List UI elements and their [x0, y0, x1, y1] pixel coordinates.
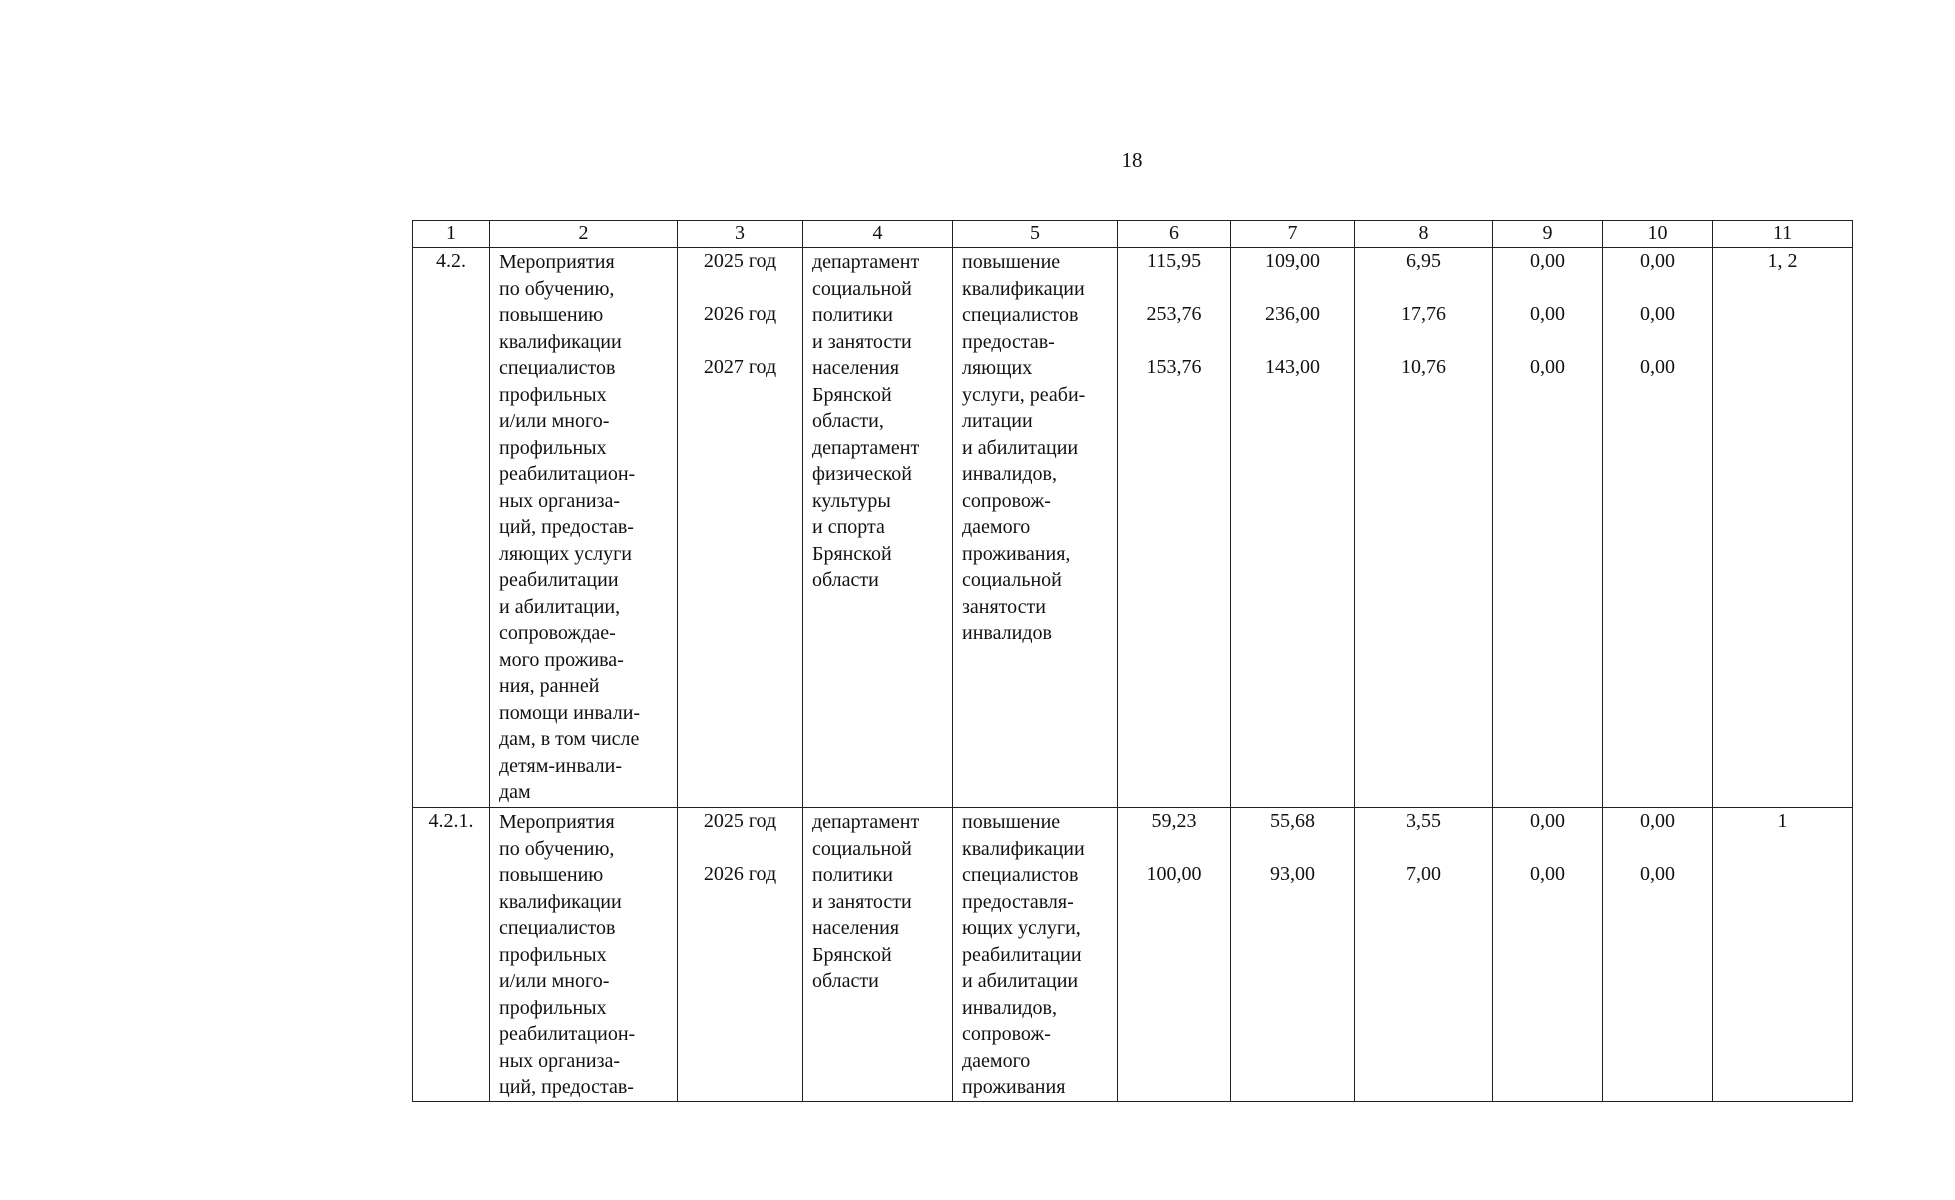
value: 236,00: [1265, 303, 1320, 325]
header-row: [413, 221, 1853, 248]
year: 2026 год: [703, 863, 777, 885]
value: 0,00: [1530, 250, 1565, 272]
column-header: 8: [1355, 221, 1493, 248]
value: 0,00: [1640, 810, 1675, 832]
value: 0,00: [1530, 863, 1565, 885]
item-number: 4.2.: [413, 248, 490, 808]
value: 17,76: [1401, 303, 1446, 325]
value: 7,00: [1406, 863, 1441, 885]
value: 153,76: [1146, 356, 1202, 378]
program-table: [412, 220, 1853, 1102]
value: 0,00: [1640, 250, 1675, 272]
value: 93,00: [1270, 863, 1315, 885]
column-header: 1: [413, 221, 490, 248]
value: 0,00: [1640, 356, 1675, 378]
year: 2026 год: [703, 303, 777, 325]
column-header: 9: [1493, 221, 1603, 248]
amount-col8: [1355, 248, 1493, 808]
value: 143,00: [1265, 356, 1320, 378]
table-row: [413, 808, 1853, 1102]
value: 59,23: [1151, 810, 1197, 832]
year: 2027 год: [703, 356, 777, 378]
value: 10,76: [1401, 356, 1446, 378]
years-cell: [678, 248, 803, 808]
value: 115,95: [1146, 250, 1202, 272]
column-header: 2: [490, 221, 678, 248]
goal: повышение квалификации специалистов предоставля- ющих услуги, реабилитации и абилитации инвалидов, сопровож- даемого проживания: [953, 808, 1118, 1102]
column-header: 3: [678, 221, 803, 248]
column-header: 10: [1603, 221, 1713, 248]
amount-total: [1118, 248, 1231, 808]
column-header: 11: [1713, 221, 1853, 248]
amount-col8: [1355, 808, 1493, 1102]
executor: департамент социальной политики и занятости населения Брянской области: [803, 808, 953, 1102]
value: 6,95: [1406, 250, 1441, 272]
value: 100,00: [1146, 863, 1202, 885]
amount-col10: [1603, 248, 1713, 808]
value: 3,55: [1406, 810, 1441, 832]
amount-col9: [1493, 248, 1603, 808]
value: 55,68: [1270, 810, 1315, 832]
amount-col9: [1493, 808, 1603, 1102]
year: 2025 год: [703, 250, 777, 272]
column-header: 4: [803, 221, 953, 248]
value: 253,76: [1146, 303, 1202, 325]
value: 109,00: [1265, 250, 1320, 272]
column-header: 5: [953, 221, 1118, 248]
indicator-ref: 1, 2: [1713, 248, 1853, 808]
column-header: 7: [1231, 221, 1355, 248]
indicator-ref: 1: [1713, 808, 1853, 1102]
value: 0,00: [1640, 863, 1675, 885]
goal: повышение квалификации специалистов предостав- ляющих услуги, реаби- литации и абилитации инвалидов, сопровож- даемого проживания, социальной занятости инвалидов: [953, 248, 1118, 808]
activity-name: Мероприятия по обучению, повышению квалификации специалистов профильных и/или много- профильных реабилитацион- ных организа- ций, предостав- ляющих услуги реабилитации и абилитации, сопровождае- мого прожива- ния, ранней помощи инвали- дам, в том числе детям-инвали- дам: [490, 248, 678, 808]
amount-col7: [1231, 248, 1355, 808]
amount-col10: [1603, 808, 1713, 1102]
executor: департамент социальной политики и занятости населения Брянской области, департамент физической культуры и спорта Брянской области: [803, 248, 953, 808]
table-row: [413, 248, 1853, 808]
value: 0,00: [1530, 356, 1565, 378]
activity-name: Мероприятия по обучению, повышению квалификации специалистов профильных и/или много- профильных реабилитацион- ных организа- ций, предостав-: [490, 808, 678, 1102]
year: 2025 год: [703, 810, 777, 832]
value: 0,00: [1530, 303, 1565, 325]
value: 0,00: [1530, 810, 1565, 832]
amount-col7: [1231, 808, 1355, 1102]
value: 0,00: [1640, 303, 1675, 325]
amount-total: [1118, 808, 1231, 1102]
years-cell: [678, 808, 803, 1102]
item-number: 4.2.1.: [413, 808, 490, 1102]
column-header: 6: [1118, 221, 1231, 248]
page-number: 18: [1121, 148, 1143, 172]
